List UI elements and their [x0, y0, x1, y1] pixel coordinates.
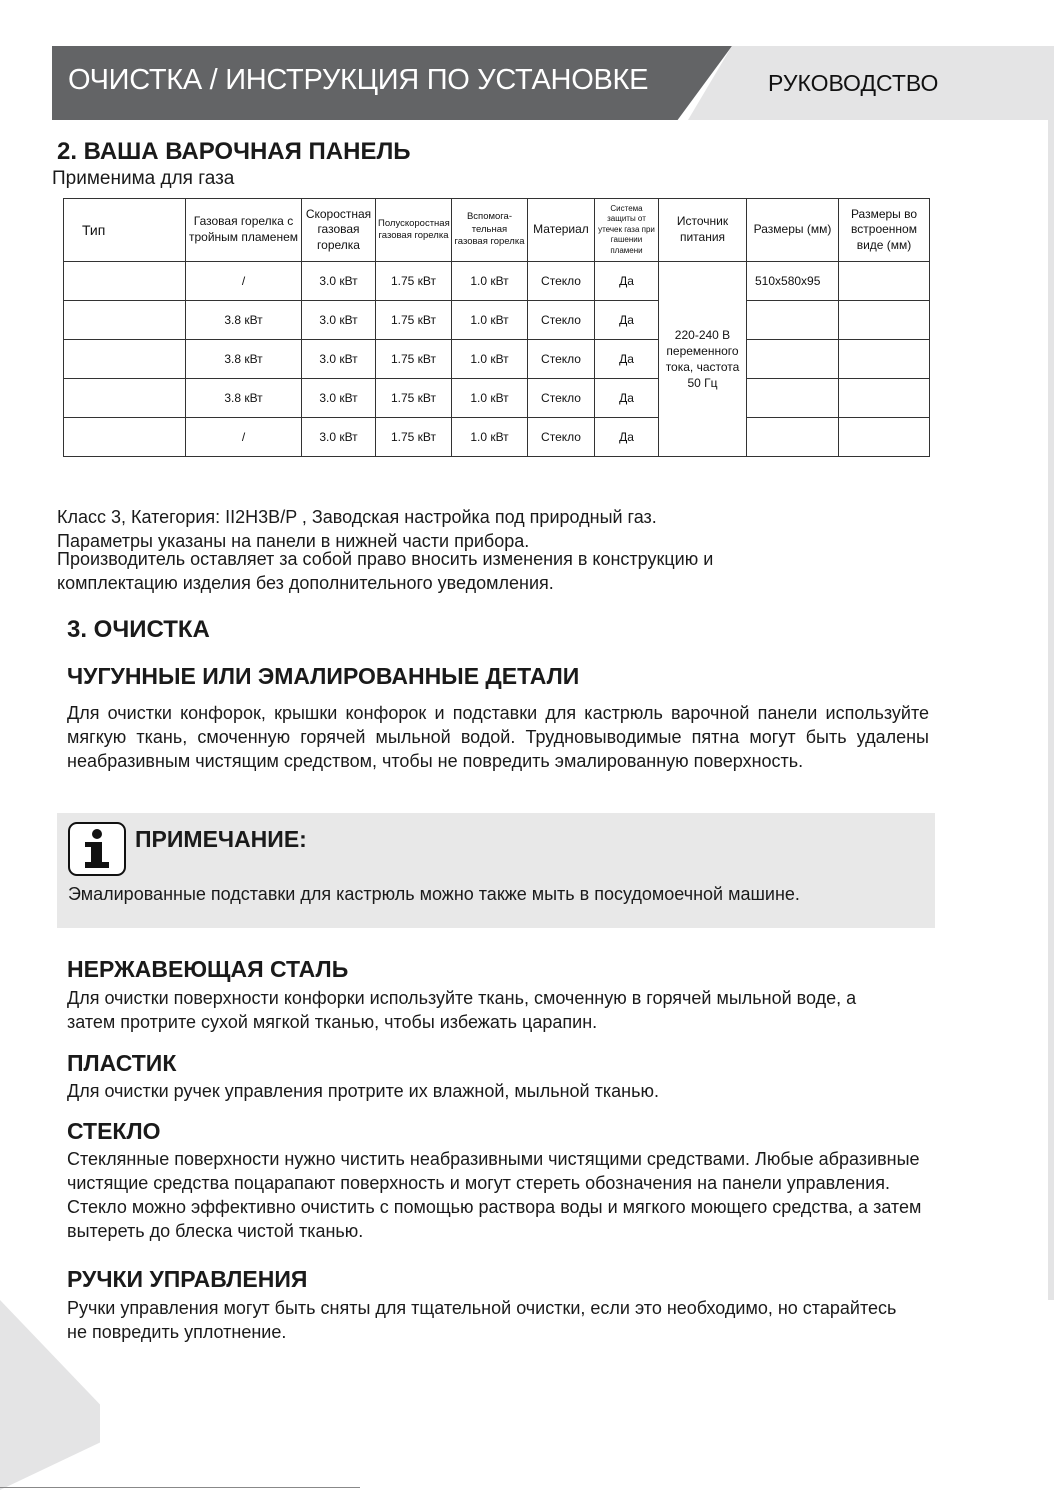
- table-row: [64, 262, 930, 301]
- table-cell: [64, 340, 186, 379]
- note-title: ПРИМЕЧАНИЕ:: [135, 826, 307, 852]
- table-cell: [839, 340, 930, 379]
- stainless-heading: НЕРЖАВЕЮЩАЯ СТАЛЬ: [67, 956, 349, 982]
- section-2-heading: 2. ВАША ВАРОЧНАЯ ПАНЕЛЬ: [57, 138, 411, 165]
- table-cell: [839, 379, 930, 418]
- col-header: Размеры (мм): [747, 199, 839, 262]
- table-cell: 3.8 кВт: [186, 379, 302, 418]
- col-header: Тип: [64, 199, 186, 262]
- spec-table: [63, 198, 930, 457]
- section-3-heading: 3. ОЧИСТКА: [67, 616, 210, 643]
- table-cell: 3.0 кВт: [302, 301, 376, 340]
- col-header: Вспомога-тельная газовая горелка: [452, 199, 528, 262]
- table-cell: 1.75 кВт: [376, 340, 452, 379]
- stainless-text: Для очистки поверхности конфорки используйте ткань, смоченную в горячей мыльной воде, а затем протрите сухой мягкой тканью, чтобы избежать царапин.: [67, 988, 857, 1032]
- table-cell: [64, 418, 186, 457]
- table-cell: 3.8 кВт: [186, 301, 302, 340]
- table-cell: 1.0 кВт: [452, 418, 528, 457]
- spec-table-header-row: [64, 199, 930, 262]
- table-cell: 3.0 кВт: [302, 340, 376, 379]
- table-cell: Стекло: [528, 301, 595, 340]
- table-cell: Да: [595, 301, 659, 340]
- glass-text: Стеклянные поверхности нужно чистить неабразивными чистящими средствами. Любые абразивные чистящие средства поцарапают поверхность и могут стереть обозначения на панели управления. Стекло можно эффективно очистить с помощью раствора воды и мягкого моющего средства, а затем вытереть до блеска чистой тканью.: [67, 1149, 922, 1241]
- bottom-rule: [0, 1487, 360, 1488]
- class-category-note: Класс 3, Категория: II2H3B/P , Заводская настройка под природный газ.: [57, 507, 657, 527]
- table-cell: Стекло: [528, 262, 595, 301]
- table-cell: 1.0 кВт: [452, 301, 528, 340]
- table-cell: [747, 418, 839, 457]
- col-header: Система защиты от утечек газа при гашении пламени: [595, 199, 659, 262]
- table-cell: 3.8 кВт: [186, 340, 302, 379]
- table-cell: /: [186, 418, 302, 457]
- col-header: Полускоростная газовая горелка: [376, 199, 452, 262]
- col-header: Скоростная газовая горелка: [302, 199, 376, 262]
- knobs-heading: РУЧКИ УПРАВЛЕНИЯ: [67, 1266, 308, 1292]
- table-cell: Стекло: [528, 340, 595, 379]
- table-cell: [747, 301, 839, 340]
- table-row: [64, 379, 930, 418]
- table-cell: Стекло: [528, 418, 595, 457]
- col-header: Размеры во встроенном виде (мм): [839, 199, 930, 262]
- right-edge-band: [1048, 120, 1054, 1300]
- table-cell: Да: [595, 418, 659, 457]
- table-cell: Да: [595, 340, 659, 379]
- table-cell: Да: [595, 379, 659, 418]
- table-cell: 1.75 кВт: [376, 301, 452, 340]
- table-cell: [747, 340, 839, 379]
- table-row: [64, 301, 930, 340]
- col-header: Источник питания: [659, 199, 747, 262]
- table-cell: [64, 301, 186, 340]
- table-cell: [64, 262, 186, 301]
- table-row: [64, 340, 930, 379]
- cast-iron-text: Для очистки конфорок, крышки конфорок и подставки для кастрюль варочной панели используйте мягкую ткань, смоченную горячей мыльной водой. Трудновыводимые пятна могут быть удалены неабразивным чистящим средством, чтобы не повредить эмалированную поверхность.: [67, 703, 929, 771]
- table-row: [64, 418, 930, 457]
- table-cell: Да: [595, 262, 659, 301]
- table-cell: 1.75 кВт: [376, 262, 452, 301]
- table-cell: 1.75 кВт: [376, 418, 452, 457]
- power-supply-cell: 220-240 В переменного тока, частота 50 Гц: [659, 262, 747, 457]
- glass-heading: СТЕКЛО: [67, 1118, 161, 1144]
- info-icon: [68, 822, 126, 876]
- plastic-heading: ПЛАСТИК: [67, 1050, 177, 1076]
- table-cell: 1.0 кВт: [452, 379, 528, 418]
- section-2-subtitle: Применима для газа: [52, 168, 235, 189]
- table-cell: [64, 379, 186, 418]
- knobs-text: Ручки управления могут быть сняты для тщательной очистки, если это необходимо, но старайтесь не повредить уплотнение.: [67, 1298, 897, 1342]
- table-cell: [747, 379, 839, 418]
- header-title: ОЧИСТКА / ИНСТРУКЦИЯ ПО УСТАНОВКЕ: [68, 64, 649, 96]
- manufacturer-note: Производитель оставляет за собой право вносить изменения в конструкцию и комплектацию изделия без дополнительного уведомления.: [57, 549, 714, 593]
- table-cell: 3.0 кВт: [302, 262, 376, 301]
- plastic-text: Для очистки ручек управления протрите их влажной, мыльной тканью.: [67, 1081, 659, 1101]
- table-cell: 1.0 кВт: [452, 340, 528, 379]
- table-cell: [839, 262, 930, 301]
- table-cell: 3.0 кВт: [302, 418, 376, 457]
- table-cell: /: [186, 262, 302, 301]
- note-text: Эмалированные подставки для кастрюль можно также мыть в посудомоечной машине.: [68, 884, 800, 904]
- col-header: Газовая горелка с тройным пламенем: [186, 199, 302, 262]
- table-cell: 1.0 кВт: [452, 262, 528, 301]
- table-cell: 3.0 кВт: [302, 379, 376, 418]
- cast-iron-heading: ЧУГУННЫЕ ИЛИ ЭМАЛИРОВАННЫЕ ДЕТАЛИ: [67, 663, 580, 689]
- table-cell: 1.75 кВт: [376, 379, 452, 418]
- header-tab-label: РУКОВОДСТВО: [768, 70, 939, 96]
- table-cell: [839, 301, 930, 340]
- table-cell: [839, 418, 930, 457]
- parameters-note: Параметры указаны на панели в нижней части прибора.: [57, 531, 530, 551]
- table-cell: 510x580x95: [747, 262, 839, 301]
- table-cell: Стекло: [528, 379, 595, 418]
- col-header: Материал: [528, 199, 595, 262]
